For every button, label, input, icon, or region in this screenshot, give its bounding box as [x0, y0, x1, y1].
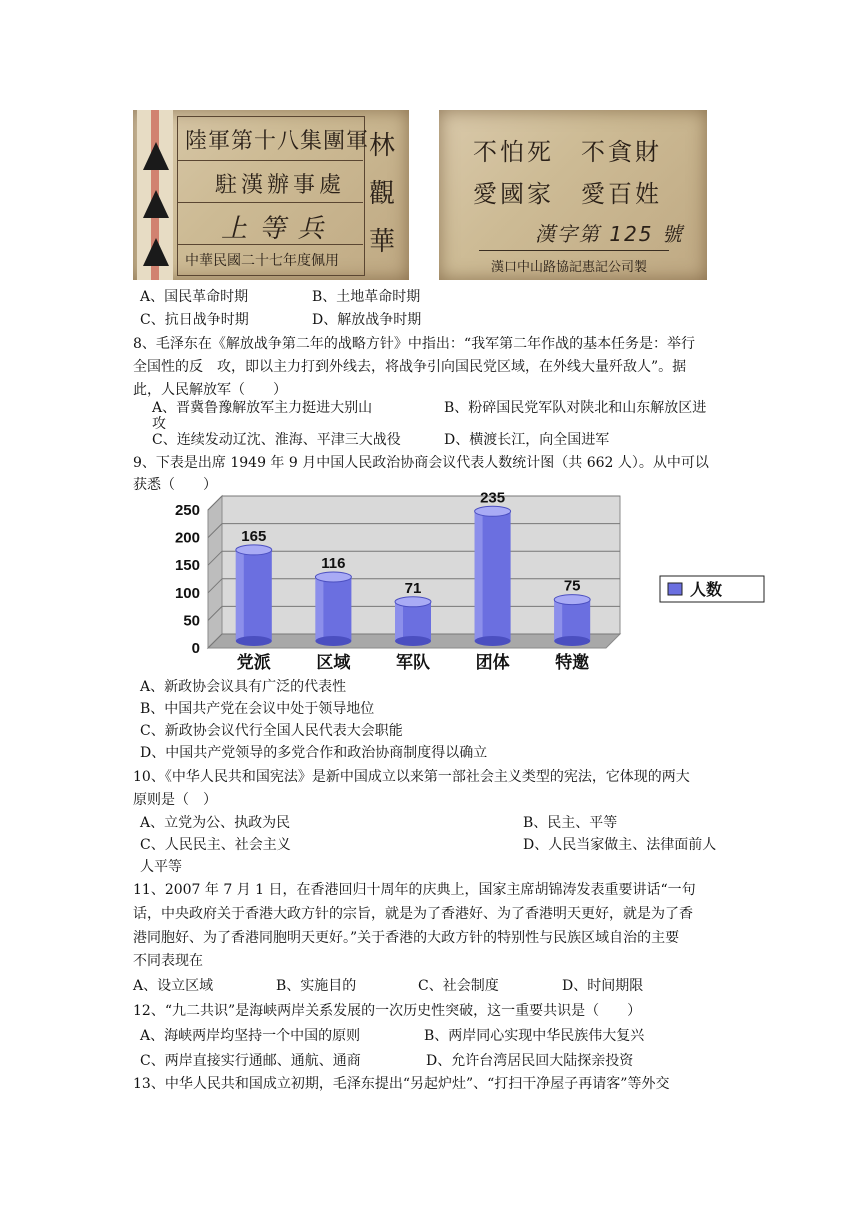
bar-top	[236, 545, 272, 555]
bar-highlight	[395, 602, 403, 641]
bar-top	[315, 572, 351, 582]
q8-stem-line-2: 全国性的反 攻，即以主力打到外线去，将战争引向国民党区域，在外线大量歼敌人”。据	[133, 359, 687, 375]
bar-base	[236, 636, 272, 646]
q9-stem-line-2: 获悉（ ）	[133, 477, 217, 493]
badge-photo-right	[439, 110, 707, 280]
q9-option-c: C、新政协会议代行全国人民代表大会职能	[140, 723, 403, 739]
q12-option-b: B、两岸同心实现中华民族伟大复兴	[424, 1028, 645, 1044]
bar-base	[315, 636, 351, 646]
y-tick-label: 150	[174, 557, 200, 575]
q13-stem-line-1: 13、中华人民共和国成立初期，毛泽东提出“另起炉灶”、“打扫干净屋子再请客”等外交	[133, 1076, 670, 1092]
bar-highlight	[475, 511, 483, 641]
bar-top	[475, 506, 511, 516]
q12-option-a: A、海峡两岸均坚持一个中国的原则	[140, 1028, 361, 1044]
q10-option-c: C、人民民主、社会主义	[140, 837, 291, 853]
q8-option-d: D、横渡长江，向全国进军	[444, 432, 610, 448]
bar-highlight	[554, 600, 562, 641]
q11-option-d: D、时间期限	[562, 978, 644, 994]
q11-stem-line-1: 11、2007 年 7 月 1 日，在香港回归十周年的庆典上，国家主席胡锦涛发表重要讲话“一句	[133, 882, 696, 898]
bar-base	[554, 636, 590, 646]
triangle-marks-icon	[141, 120, 171, 270]
q8-stem-line-3: 此，人民解放军（ ）	[133, 382, 287, 398]
badge-maker: 漢口中山路協記惠記公司製	[491, 260, 648, 275]
badge-slogan-2: 愛國家 愛百姓	[473, 180, 662, 208]
q10-option-d: D、人民当家做主、法律面前人	[523, 837, 717, 853]
x-tick-label: 团体	[475, 653, 510, 673]
bar-base	[475, 636, 511, 646]
x-tick-label: 区域	[316, 653, 351, 673]
q10-option-b: B、民主、平等	[523, 815, 618, 831]
bar-top	[554, 595, 590, 605]
q10-option-d-cont: 人平等	[140, 859, 182, 875]
q7-option-a: A、国民革命时期	[140, 289, 249, 305]
bar-highlight	[315, 577, 323, 641]
q9-option-d: D、中国共产党领导的多党合作和政治协商制度得以确立	[140, 745, 488, 761]
q10-stem-line-2: 原则是（ ）	[133, 792, 217, 808]
data-label: 75	[563, 577, 581, 595]
legend-swatch	[668, 583, 682, 595]
q8-option-b: B、粉碎国民党军队对陕北和山东解放区进	[444, 400, 707, 416]
q8-stem-line-1: 8、毛泽东在《解放战争第二年的战略方针》中指出：“我军第二年作战的基本任务是：举行	[133, 336, 696, 352]
q9-stem-line-1: 9、下表是出席 1949 年 9 月中国人民政治协商会议代表人数统计图（共 662 人）。从中可以	[133, 455, 709, 471]
y-tick-label: 100	[174, 584, 200, 602]
y-tick-label: 50	[183, 612, 200, 630]
q12-stem-line-1: 12、“九二共识”是海峡两岸关系发展的一次历史性突破，这一重要共识是（ ）	[133, 1003, 642, 1019]
data-label: 165	[241, 527, 267, 545]
q8-option-c: C、连续发动辽沈、淮海、平津三大战役	[152, 432, 401, 448]
q12-option-d: D、允许台湾居民回大陆探亲投资	[426, 1053, 634, 1069]
badge-serial: 漢字第 125 號	[535, 222, 684, 246]
q11-stem-line-4: 不同表现在	[133, 953, 203, 969]
badge-year: 中華民國二十七年度佩用	[185, 253, 339, 269]
data-label: 235	[480, 489, 506, 507]
q11-option-c: C、社会制度	[418, 978, 499, 994]
badge-unit: 陸軍第十八集團軍	[185, 129, 370, 154]
q10-option-a: A、立党为公、执政为民	[140, 815, 291, 831]
y-tick-label: 250	[174, 502, 200, 519]
q10-stem-line-1: 10、《中华人民共和国宪法》是新中国成立以来第一部社会主义类型的宪法，它体现的两大	[133, 769, 690, 785]
y-tick-label: 0	[191, 640, 200, 657]
q7-option-d: D、解放战争时期	[312, 312, 422, 328]
bar-base	[395, 636, 431, 646]
x-tick-label: 党派	[236, 653, 271, 673]
q11-option-b: B、实施目的	[276, 978, 357, 994]
data-label: 116	[321, 554, 346, 572]
y-tick-label: 200	[174, 529, 200, 547]
q8-option-a: A、晋冀鲁豫解放军主力挺进大别山	[152, 400, 373, 416]
q11-option-a: A、设立区域	[133, 978, 214, 994]
q9-option-b: B、中国共产党在会议中处于领导地位	[140, 701, 375, 717]
q11-stem-line-3: 港同胞好、为了香港同胞明天更好。”关于香港的大政方针的特别性与民族区域自治的主要	[133, 930, 680, 946]
badge-rank: 上 等 兵	[221, 214, 326, 244]
delegates-chart	[150, 489, 770, 673]
q7-option-b: B、土地革命时期	[312, 289, 421, 305]
delegates-chart-svg	[150, 489, 770, 673]
x-tick-label: 特邀	[555, 653, 590, 673]
badge-office: 駐漢辦事處	[215, 173, 346, 198]
badge-name: 林 觀 華	[369, 131, 396, 257]
bar-top	[395, 597, 431, 607]
q7-option-c: C、抗日战争时期	[140, 312, 249, 328]
bar-highlight	[236, 550, 244, 641]
badge-photo-left	[133, 110, 409, 280]
chart-side-wall	[208, 496, 222, 648]
q9-option-a: A、新政协会议具有广泛的代表性	[140, 679, 347, 695]
q8-option-b-cont: 攻	[152, 416, 166, 432]
q11-stem-line-2: 话，中央政府关于香港大政方针的宗旨，就是为了香港好、为了香港明天更好，就是为了香	[133, 906, 693, 922]
q12-option-c: C、两岸直接实行通邮、通航、通商	[140, 1053, 361, 1069]
legend-label: 人数	[690, 580, 723, 599]
badge-slogan-1: 不怕死 不貪財	[473, 138, 662, 166]
data-label: 71	[404, 579, 422, 597]
x-tick-label: 军队	[396, 653, 430, 673]
